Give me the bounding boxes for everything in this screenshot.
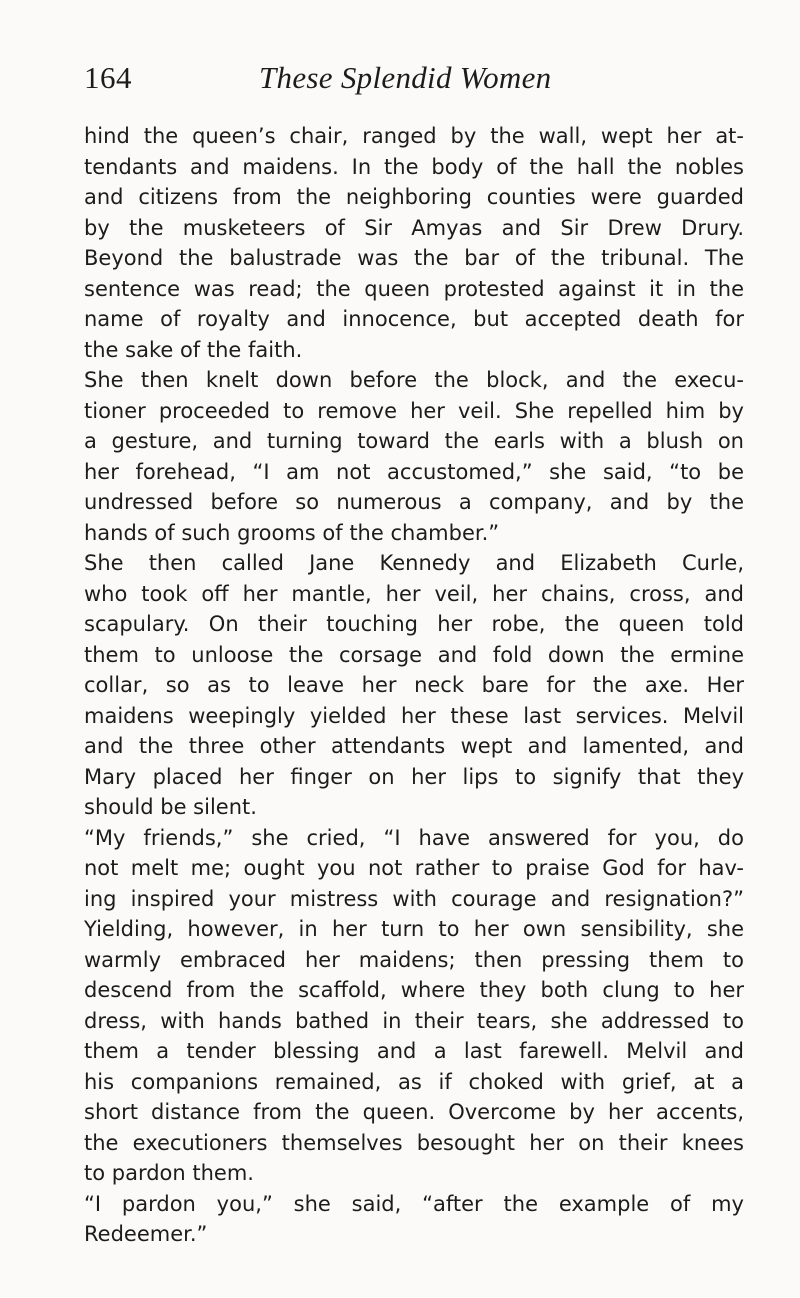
text-line: should be silent. <box>84 795 257 819</box>
text-line: by the musketeers of Sir Amyas and Sir Drew Drury. <box>84 215 744 240</box>
text-line: scapulary. On their touching her robe, the queen told <box>84 612 744 636</box>
text-line: sentence was read; the queen protested against it in the <box>84 276 744 301</box>
text-line: ing inspired your mistress with courage and resignation?” <box>84 886 744 911</box>
text-line: and citizens from the neighboring counties were guarded <box>84 185 744 209</box>
page-number: 164 <box>84 60 132 95</box>
paragraph <box>84 823 744 1189</box>
text-line: hands of such grooms of the chamber.” <box>84 520 500 545</box>
text-line: “My friends,” she cried, “I have answered for you, do <box>84 825 744 850</box>
text-line: her forehead, “I am not accustomed,” she said, “to be <box>84 459 744 484</box>
text-line: Redeemer.” <box>84 1222 208 1246</box>
text-line: the executioners themselves besought her on their knees <box>84 1130 744 1155</box>
text-line: hind the queen’s chair, ranged by the wall, wept her at- <box>84 124 744 148</box>
paragraph <box>84 121 744 365</box>
text-line: dress, with hands bathed in their tears, she addressed to <box>84 1008 744 1033</box>
text-line: She then knelt down before the block, and the execu- <box>84 368 744 392</box>
text-line: a gesture, and turning toward the earls with a blush on <box>84 429 744 453</box>
text-line: tendants and maidens. In the body of the hall the nobles <box>84 154 744 179</box>
paragraph <box>84 548 744 823</box>
text-line: descend from the scaffold, where they both clung to her <box>84 978 744 1002</box>
text-line: and the three other attendants wept and lamented, and <box>84 734 744 758</box>
text-line: Yielding, however, in her turn to her own sensibility, she <box>84 917 744 941</box>
text-line: not melt me; ought you not rather to praise God for hav- <box>84 856 744 880</box>
text-line: tioner proceeded to remove her veil. She repelled him by <box>84 398 744 423</box>
page-header <box>84 58 744 98</box>
text-line: his companions remained, as if choked with grief, at a <box>84 1069 744 1094</box>
text-line: Mary placed her finger on her lips to signify that they <box>84 764 744 789</box>
text-line: collar, so as to leave her neck bare for the axe. Her <box>84 673 744 697</box>
text-line: warmly embraced her maidens; then pressing them to <box>84 947 744 972</box>
text-line: them a tender blessing and a last farewell. Melvil and <box>84 1039 744 1063</box>
text-line: maidens weepingly yielded her these last services. Melvil <box>84 703 744 728</box>
text-line: who took off her mantle, her veil, her chains, cross, and <box>84 581 744 606</box>
paragraph <box>84 1189 744 1250</box>
text-line: Beyond the balustrade was the bar of the tribunal. The <box>84 246 744 270</box>
body-text <box>84 121 744 1250</box>
text-line: She then called Jane Kennedy and Elizabeth Curle, <box>84 551 744 575</box>
text-line: undressed before so numerous a company, and by the <box>84 490 744 514</box>
paragraph <box>84 365 744 548</box>
text-line: the sake of the faith. <box>84 337 303 362</box>
text-line: them to unloose the corsage and fold down the ermine <box>84 642 744 667</box>
text-line: short distance from the queen. Overcome by her accents, <box>84 1100 744 1124</box>
text-line: name of royalty and innocence, but accepted death for <box>84 307 744 331</box>
text-line: “I pardon you,” she said, “after the example of my <box>84 1191 744 1216</box>
running-title: These Splendid Women <box>259 60 552 95</box>
text-line: to pardon them. <box>84 1161 254 1185</box>
